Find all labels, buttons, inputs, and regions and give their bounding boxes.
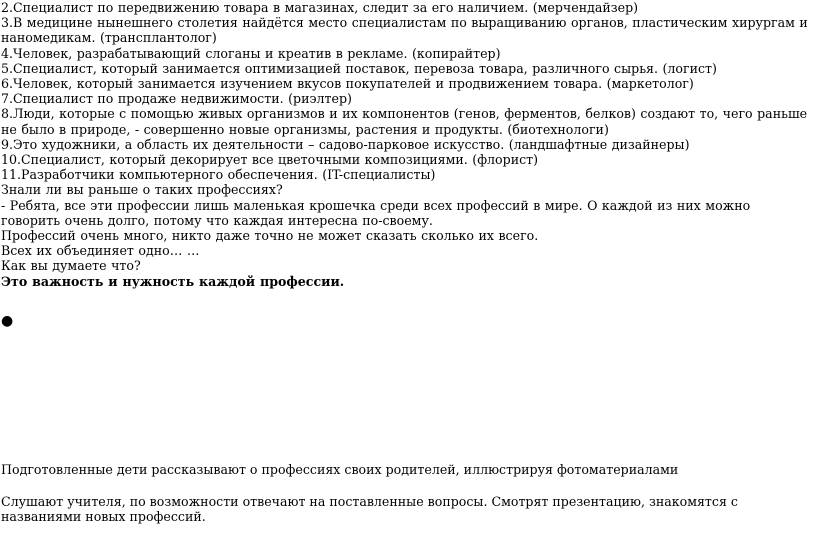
text-line-11: Знали ли вы раньше о таких профессиях? xyxy=(1,182,283,198)
text-line-13: Профессий очень много, никто даже точно не может сказать сколько их всего. xyxy=(1,228,539,244)
text-line-15: Как вы думаете что? xyxy=(1,258,141,274)
text-line-8: 9.Это художники, а область их деятельности – садово-парковое искусство. (ландшафтные дизайнеры) xyxy=(1,136,690,152)
bold-conclusion-line: Это важность и нужность каждой профессии. xyxy=(1,273,345,289)
text-line-1: 2.Специалист по передвижению товара в магазинах, следит за его наличием. (мерчендайзер) xyxy=(1,0,639,15)
bullet-point: ● xyxy=(1,313,14,329)
text-line-9: 10.Специалист, который декорирует все цветочными композициями. (флорист) xyxy=(1,152,539,168)
text-line-4: 5.Специалист, который занимается оптимизацией поставок, перевоза товара, различного сырья. (логист) xyxy=(1,60,717,76)
text-line-7: 8.Люди, которые с помощью живых организмов и их компонентов (генов, ферментов, белков) создают то, чего раньше не было в природе, - совершенно новые организмы, растения и продукты. (биотехнологи) xyxy=(1,106,808,137)
text-line-5: 6.Человек, который занимается изучением вкусов покупателей и продвижением товара. (маркетолог) xyxy=(1,76,694,92)
text-line-14: Всех их объединяет одно… … xyxy=(1,243,200,259)
text-line-3: 4.Человек, разрабатывающий слоганы и креатив в рекламе. (копирайтер) xyxy=(1,45,501,61)
text-line-12: - Ребята, все эти профессии лишь маленькая крошечка среди всех профессий в мире. О каждой из них можно говорить очень долго, потому что каждая интересна по-своему. xyxy=(1,197,751,228)
children-activity-text: Подготовленные дети рассказывают о профессиях своих родителей, иллюстрируя фотоматериалами xyxy=(1,462,679,477)
text-line-10: 11.Разработчики компьютерного обеспечения. (IT-специалисты) xyxy=(1,167,436,183)
text-line-2: 3.В медицине нынешнего столетия найдётся место специалистам по выращиванию органов, пластическим хирургам и наномедикам. (трансплантолог) xyxy=(1,15,808,46)
text-line-6: 7.Специалист по продаже недвижимости. (риэлтер) xyxy=(1,91,352,107)
students-activity-text: Слушают учителя, по возможности отвечают на поставленные вопросы. Смотрят презентацию, знакомятся с названиями новых профессий. xyxy=(1,494,738,525)
